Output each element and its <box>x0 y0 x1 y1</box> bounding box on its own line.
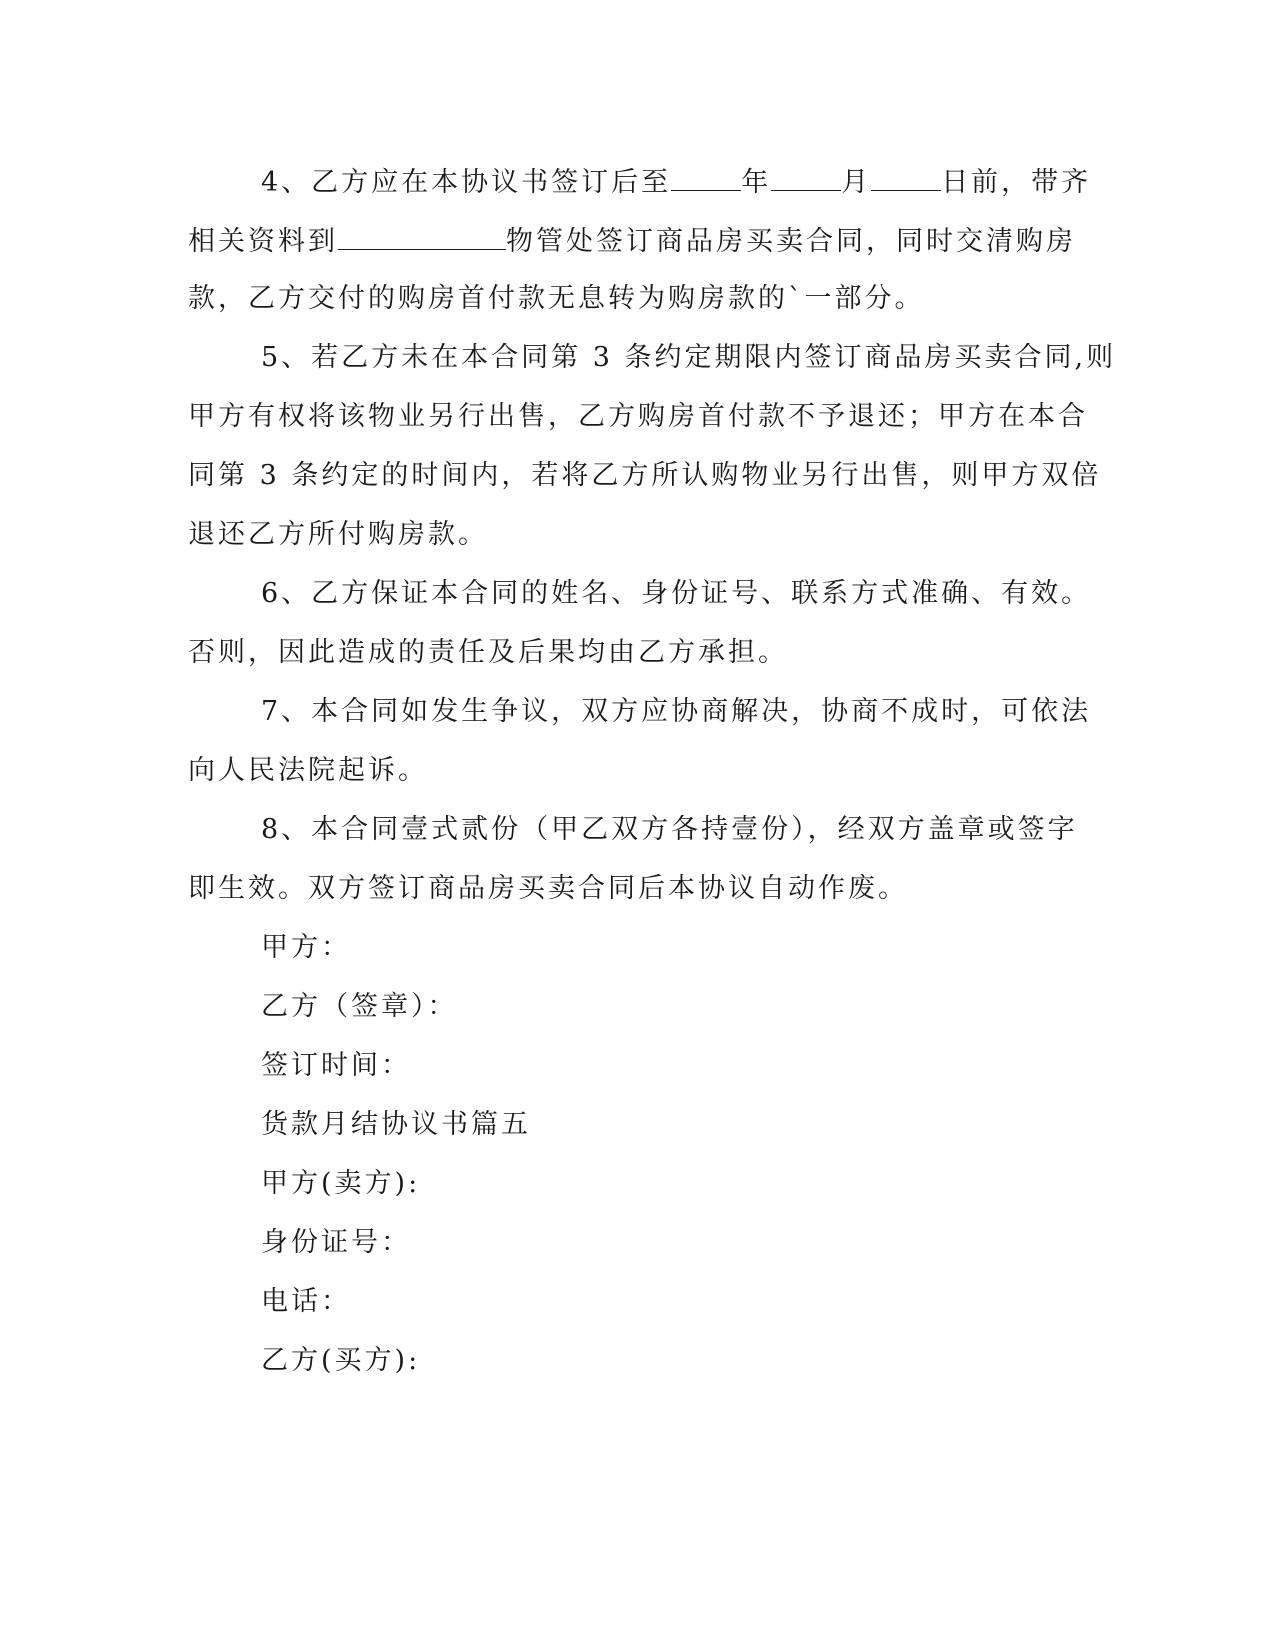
clause-4-text: 物管处签订商品房买卖合同，同时交清购房 <box>506 226 1076 257</box>
clause-6-line-2: 否则，因此造成的责任及后果均由乙方承担。 <box>188 637 788 668</box>
day-label: 日前，带齐 <box>941 167 1092 198</box>
clause-7-line-2: 向人民法院起诉。 <box>188 755 428 786</box>
clause-5-line-1: 5、若乙方未在本合同第 3 条约定期限内签订商品房买卖合同,则 <box>261 342 1117 373</box>
blank-year-field <box>671 164 741 191</box>
clause-8-line-1: 8、本合同壹式贰份（甲乙双方各持壹份），经双方盖章或签字 <box>261 814 1078 845</box>
clause-4-line-1 <box>261 164 1091 200</box>
clause-4-text: 相关资料到 <box>188 226 338 257</box>
clause-7-line-1: 7、本合同如发生争议，双方应协商解决，协商不成时，可依法 <box>261 696 1092 727</box>
party-a-signature-label: 甲方： <box>261 932 351 963</box>
clause-4-line-2 <box>188 223 1076 259</box>
clause-8-line-2: 即生效。双方签订商品房买卖合同后本协议自动作废。 <box>188 873 908 904</box>
year-label: 年 <box>741 167 772 198</box>
blank-month-field <box>771 164 841 191</box>
id-number-label: 身份证号： <box>261 1227 411 1258</box>
clause-6-line-1: 6、乙方保证本合同的姓名、身份证号、联系方式准确、有效。 <box>261 578 1092 609</box>
clause-4-text: 4、乙方应在本协议书签订后至 <box>261 167 672 198</box>
blank-location-field <box>338 223 506 250</box>
clause-5-line-3: 同第 3 条约定的时间内，若将乙方所认购物业另行出售，则甲方双倍 <box>188 460 1102 491</box>
month-label: 月 <box>841 167 872 198</box>
clause-5-line-2: 甲方有权将该物业另行出售，乙方购房首付款不予退还；甲方在本合 <box>188 401 1088 432</box>
party-b-signature-label: 乙方（签章）： <box>261 991 458 1022</box>
seller-label: 甲方(卖方): <box>261 1168 421 1199</box>
sign-date-label: 签订时间： <box>261 1050 411 1081</box>
clause-5-line-4: 退还乙方所付购房款。 <box>188 519 488 550</box>
section-title: 货款月结协议书篇五 <box>261 1109 531 1140</box>
phone-label: 电话： <box>261 1286 351 1317</box>
clause-4-line-3: 款，乙方交付的购房首付款无息转为购房款的`一部分。 <box>188 283 925 314</box>
blank-day-field <box>871 164 941 191</box>
buyer-label: 乙方(买方): <box>261 1345 421 1376</box>
